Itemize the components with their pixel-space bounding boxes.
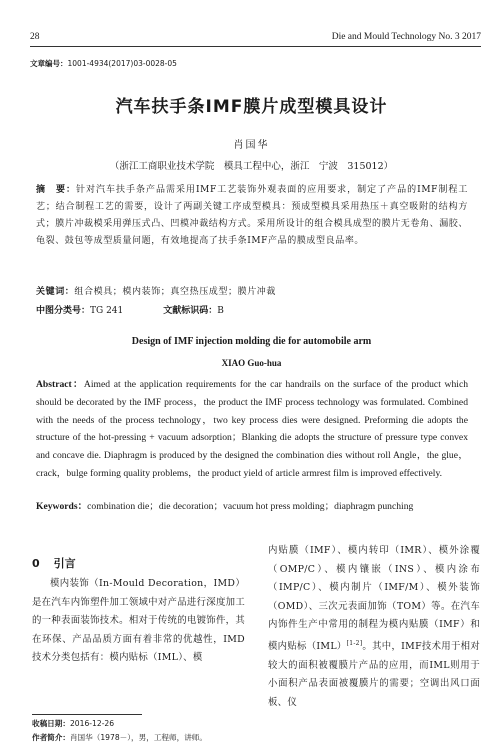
paper-author: 肖国华 xyxy=(233,140,270,151)
article-number-value: 1001-4934(2017)03-0028-05 xyxy=(67,59,177,68)
article-number-label: 文章编号： xyxy=(30,59,68,68)
author-bio xyxy=(32,732,207,743)
article-number xyxy=(30,58,177,69)
page-number: 28 xyxy=(30,32,40,42)
keywords-cn-text: 组合模具；模内装饰；真空热压成型；膜片冲裁 xyxy=(74,287,277,297)
doc-code-value: B xyxy=(217,306,224,316)
abstract-en-label: Abstract： xyxy=(36,379,84,390)
body-text-left: 模内装饰（In-Mould Decoration，IMD）是在汽车内饰塑件加工领域中对产品进行深度加工的一种表面装饰技术。相对于传统的电镀饰件，其在环保、产品品质方面有着非常的优越性，IMD技术分类包括有：模内贴标（IML）、模 xyxy=(32,578,245,664)
clc-value: TG 241 xyxy=(90,306,124,316)
classification-line xyxy=(36,303,224,316)
abstract-cn-label: 摘 要： xyxy=(36,185,76,195)
author-bio-label: 作者简介： xyxy=(32,733,70,742)
section-title: 引言 xyxy=(53,557,76,570)
citation-ref: [1-2] xyxy=(346,639,363,647)
keywords-en-text: combination die；die decoration；vacuum hot press molding；diaphragm punching xyxy=(87,501,414,512)
keywords-cn xyxy=(36,284,468,297)
abstract-en xyxy=(36,376,468,483)
received-label: 收稿日期： xyxy=(32,719,70,728)
abstract-cn-text: 针对汽车扶手条产品需采用IMF工艺装饰外观表面的应用要求，制定了产品的IMF制程工艺；结合制程工艺的需要，设计了两副关键工序成型模具：预成型模具采用热压＋真空吸附的结构方式；膜片冲裁模采用弹压式凸、凹模冲裁结构方式。采用所设计的组合模具成型的膜片无卷角、漏胶、龟裂、鼓包等成型质量问题，有效地提高了扶手条IMF产品的膜成型良品率。 xyxy=(36,185,469,246)
keywords-cn-label: 关键词： xyxy=(36,287,75,297)
clc-label: 中图分类号： xyxy=(36,306,91,316)
author-affiliation: （浙江工商职业技术学院 模具工程中心，浙江 宁波 315012） xyxy=(109,161,394,172)
english-author: XIAO Guo-hua xyxy=(221,358,282,368)
received-value: 2016-12-26 xyxy=(69,719,115,728)
footnote-rule xyxy=(32,714,142,715)
body-text-right-part2: 。其中，IMF技术用于相对较大的面积被覆膜片产品的应用，而IML则用于小面积产品表面被覆膜片的需要；空调出风口面板、仪 xyxy=(268,641,480,708)
body-text-right-part1: 内贴膜（IMF）、模内转印（IMR）、模外涂覆（OMP/C）、模内镶嵌（INS）、模内涂布（IMP/C）、模内制片（IMF/M）、模外装饰（OMD）、三次元表面加饰（TOM）等。在汽车内饰件生产中常用的制程为模内贴膜（IMF）和模内贴标（IML） xyxy=(268,545,480,653)
journal-name: Die and Mould Technology No. 3 2017 xyxy=(331,32,481,42)
doc-code-label: 文献标识码： xyxy=(163,306,218,316)
body-text-right xyxy=(268,542,480,712)
section-heading xyxy=(32,555,76,571)
abstract-en-text: Aimed at the application requirements for the car handrails on the surface of the product which should be decorated by the IMF process，the product the IMF process technology was formulated. Combined with the needs of the process technology，two key process dies were designed. Preforming die adopts the structure of the hot-pressing + vacuum adsorption；Blanking die adopts the structure of pressure type convex and concave die. Diaphragm is produced by the designed the combination dies without roll Angle，the glue，crack，bulge forming quality problems，the product yield of article armrest film is improved effectively. xyxy=(36,379,468,479)
paper-title: 汽车扶手条IMF膜片成型模具设计 xyxy=(115,97,388,117)
received-date xyxy=(32,718,114,729)
section-number: 0 xyxy=(32,557,40,570)
keywords-en-label: Keywords： xyxy=(36,501,88,512)
keywords-en xyxy=(36,498,476,512)
author-bio-text: 肖国华（1978－），男，工程师，讲师。 xyxy=(69,733,207,742)
english-title: Design of IMF injection molding die for automobile arm xyxy=(131,336,372,347)
running-header xyxy=(30,30,481,47)
abstract-cn xyxy=(36,182,468,250)
